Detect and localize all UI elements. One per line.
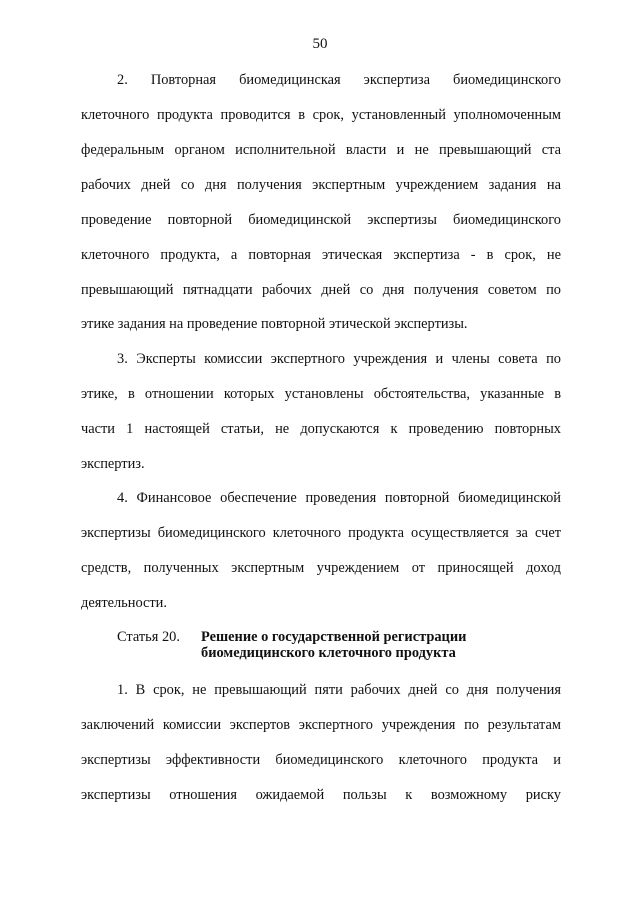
article-title-line-1: Решение о государственной регистрации <box>201 629 467 645</box>
paragraph-4-line-3: средств, полученных экспертным учреждением от приносящей доход <box>81 560 561 576</box>
paragraph-3-line-3: части 1 настоящей статьи, не допускаются к проведению повторных <box>81 421 561 437</box>
paragraph-2-line-5: проведение повторной биомедицинской экспертизы биомедицинского <box>81 212 561 228</box>
article-paragraph-1-line-4: экспертизы отношения ожидаемой пользы к возможному риску <box>81 787 561 803</box>
paragraph-2-line-6: клеточного продукта, а повторная этическая экспертиза - в срок, не <box>81 247 561 263</box>
paragraph-3-line-2: этике, в отношении которых установлены обстоятельства, указанные в <box>81 386 561 402</box>
paragraph-4-line-2: экспертизы биомедицинского клеточного продукта осуществляется за счет <box>81 525 561 541</box>
paragraph-2-line-4: рабочих дней со дня получения экспертным учреждением задания на <box>81 177 561 193</box>
article-title-line-2: биомедицинского клеточного продукта <box>201 645 456 661</box>
article-paragraph-1-line-2: заключений комиссии экспертов экспертного учреждения по результатам <box>81 717 561 733</box>
article-paragraph-1-line-3: экспертизы эффективности биомедицинского клеточного продукта и <box>81 752 561 768</box>
paragraph-2-line-1: 2. Повторная биомедицинская экспертиза биомедицинского <box>117 72 561 88</box>
article-paragraph-1-line-1: 1. В срок, не превышающий пяти рабочих дней со дня получения <box>117 682 561 698</box>
paragraph-2-line-3: федеральным органом исполнительной власти и не превышающий ста <box>81 142 561 158</box>
page-number: 50 <box>312 36 328 52</box>
article-label: Статья 20. <box>117 629 180 645</box>
paragraph-2-line-7: превышающий пятнадцати рабочих дней со дня получения советом по <box>81 282 561 298</box>
paragraph-3-line-4: экспертиз. <box>81 456 145 472</box>
paragraph-2-line-8: этике задания на проведение повторной этической экспертизы. <box>81 316 468 332</box>
paragraph-3-line-1: 3. Эксперты комиссии экспертного учреждения и члены совета по <box>117 351 561 367</box>
paragraph-4-line-1: 4. Финансовое обеспечение проведения повторной биомедицинской <box>117 490 561 506</box>
paragraph-4-line-4: деятельности. <box>81 595 167 611</box>
paragraph-2-line-2: клеточного продукта проводится в срок, установленный уполномоченным <box>81 107 561 123</box>
